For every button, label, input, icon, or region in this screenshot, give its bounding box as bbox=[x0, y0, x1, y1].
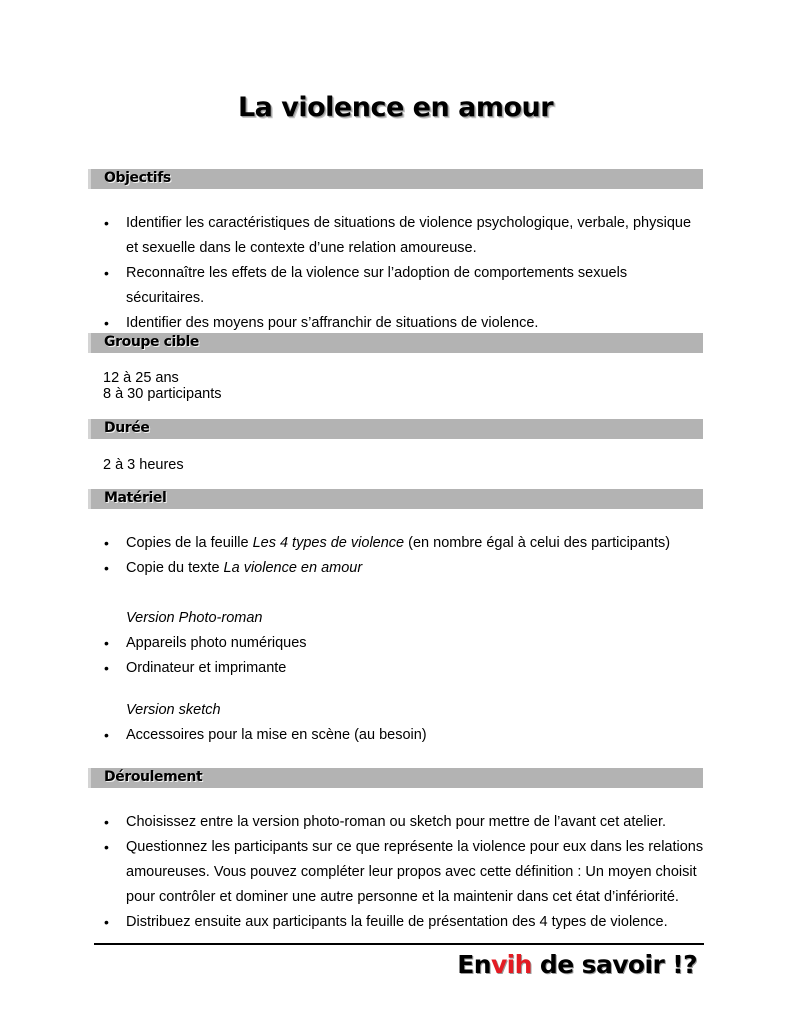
list-item: • Accessoires pour la mise en scène (au besoin) bbox=[104, 723, 704, 748]
procedure-list bbox=[104, 810, 704, 935]
list-item bbox=[104, 531, 704, 556]
section-heading: Groupe cible bbox=[104, 334, 199, 350]
item-text: Copie du texte bbox=[126, 560, 224, 576]
list-item: • Appareils photo numériques bbox=[104, 631, 704, 656]
target-participants: 8 à 30 participants bbox=[103, 386, 222, 402]
list-item: • Choisissez entre la version photo-roman ou sketch pour mettre de l’avant cet atelier. bbox=[104, 810, 704, 835]
photo-material-list bbox=[104, 631, 704, 681]
item-title: Les 4 types de violence bbox=[252, 535, 405, 551]
objectives-list bbox=[104, 211, 704, 336]
list-item bbox=[104, 556, 704, 581]
list-item: • Identifier des moyens pour s’affranchir de situations de violence. bbox=[104, 311, 704, 336]
section-heading: Objectifs bbox=[104, 170, 171, 186]
item-text: (en nombre égal à celui des participants) bbox=[404, 535, 671, 551]
brand-text: de savoir !? bbox=[531, 950, 697, 979]
brand-logo bbox=[457, 950, 697, 979]
list-item: • Questionnez les participants sur ce que représente la violence pour eux dans les relations amoureuses. Vous pouvez compléter leur propos avec cette définition : Un moyen choisit pour contrôler et dominer une autre personne et la maintenir dans cet état d’infériorité. bbox=[104, 835, 704, 910]
footer-divider bbox=[94, 943, 704, 945]
list-item: • Reconnaître les effets de la violence sur l’adoption de comportements sexuels sécuritaires. bbox=[104, 261, 704, 311]
section-header-groupe-cible bbox=[88, 333, 703, 353]
section-header-objectifs bbox=[88, 169, 703, 189]
section-heading: Durée bbox=[104, 420, 150, 436]
section-heading: Déroulement bbox=[104, 769, 203, 785]
section-heading: Matériel bbox=[104, 490, 167, 506]
section-header-deroulement bbox=[88, 768, 703, 788]
version-photo-label: Version Photo-roman bbox=[126, 610, 263, 626]
sketch-material-list bbox=[104, 723, 704, 748]
list-item: • Identifier les caractéristiques de situations de violence psychologique, verbale, physique et sexuelle dans le contexte d’une relation amoureuse. bbox=[104, 211, 704, 261]
material-list bbox=[104, 531, 704, 581]
list-item: • Ordinateur et imprimante bbox=[104, 656, 704, 681]
item-title: La violence en amour bbox=[223, 560, 363, 576]
list-item: • Distribuez ensuite aux participants la feuille de présentation des 4 types de violence. bbox=[104, 910, 704, 935]
version-sketch-label: Version sketch bbox=[126, 702, 221, 718]
section-header-materiel bbox=[88, 489, 703, 509]
target-age: 12 à 25 ans bbox=[103, 370, 179, 386]
brand-text: En bbox=[457, 950, 491, 979]
brand-accent: vih bbox=[490, 950, 532, 979]
item-text: Copies de la feuille bbox=[126, 535, 253, 551]
duration-text: 2 à 3 heures bbox=[103, 457, 184, 473]
document-title: La violence en amour bbox=[237, 92, 554, 123]
section-header-duree bbox=[88, 419, 703, 439]
